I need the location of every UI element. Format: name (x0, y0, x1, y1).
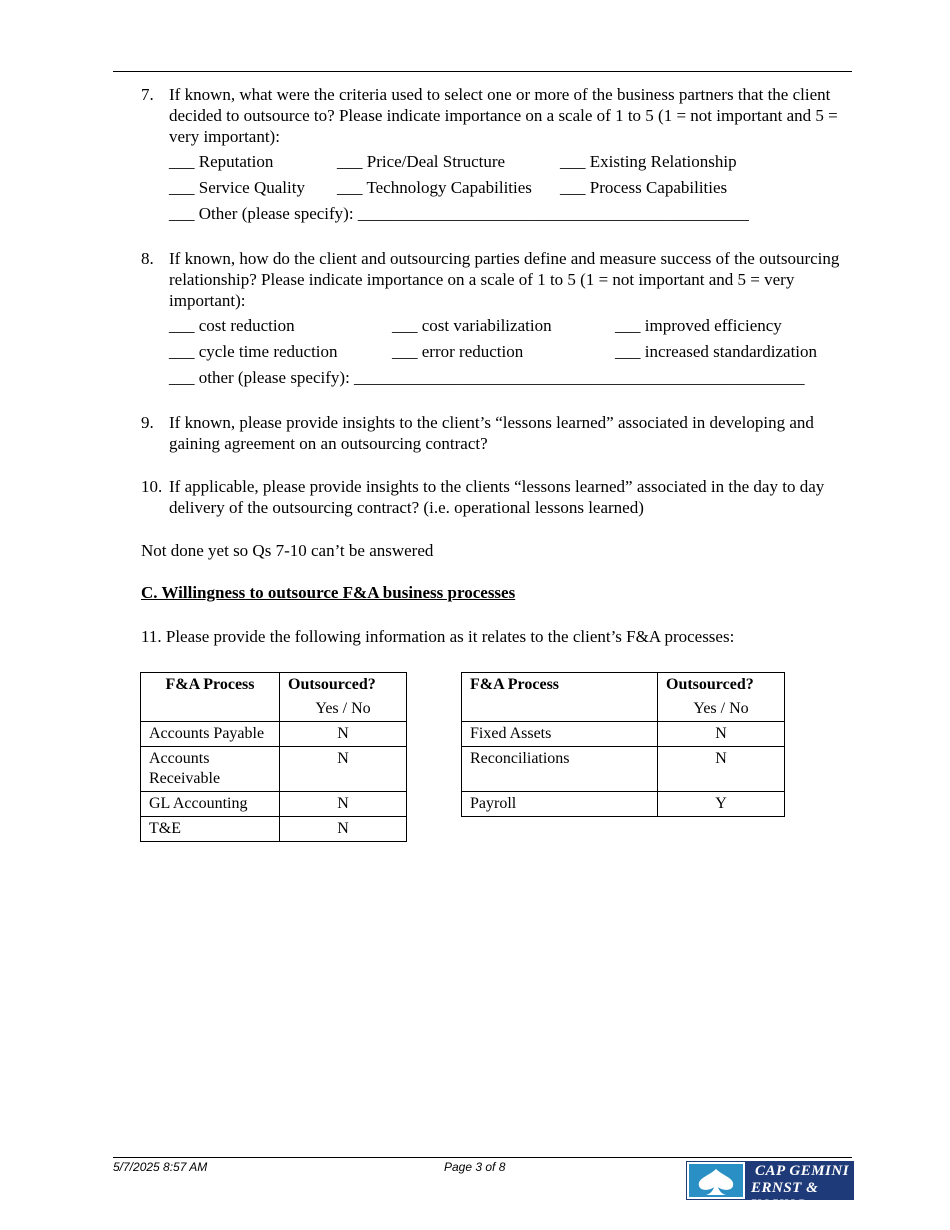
question-number: 7. (141, 85, 154, 104)
outsourced-value: N (280, 747, 407, 792)
question-7 (141, 84, 856, 227)
header-process: F&A Process (141, 673, 280, 722)
logo-text-line1: CAP GEMINI (755, 1163, 850, 1179)
option-service-quality: ___ Service Quality (169, 178, 305, 197)
table-header-row (141, 673, 407, 722)
outsourced-value: N (658, 747, 785, 792)
option-other: ___ other (please specify): _____________________________________________________ (169, 368, 805, 387)
question-text: If known, please provide insights to the client’s “lessons learned” associated in developing and gaining agreement on an outsourcing contract? (169, 413, 814, 453)
success-options (169, 313, 856, 391)
section-heading: C. Willingness to outsource F&A business processes (141, 583, 516, 602)
option-increased-standardization: ___ increased standardization (615, 342, 818, 361)
question-text: If known, what were the criteria used to select one or more of the business partners that the client decided to outsource to? Please indicate importance on a scale of 1 to 5 (1 = not important and 5 = very important): (169, 85, 838, 146)
option-reputation: ___ Reputation (169, 152, 274, 171)
question-10 (141, 476, 856, 518)
criteria-options (169, 149, 856, 227)
process-name: Payroll (462, 792, 658, 817)
question-number: 10. (141, 477, 163, 496)
table-header-row (462, 673, 785, 722)
table-row (462, 747, 785, 792)
table-row (462, 792, 785, 817)
header-yes-no: Yes / No (315, 700, 371, 717)
status-note: Not done yet so Qs 7-10 can’t be answered (141, 541, 434, 560)
question-11: 11. Please provide the following information as it relates to the client’s F&A processes: (141, 627, 735, 646)
fa-process-table-right (461, 672, 785, 817)
option-other: ___ Other (please specify): ______________________________________________ (169, 204, 749, 223)
footer-date: 5/7/2025 8:57 AM (113, 1160, 208, 1174)
process-name: T&E (141, 817, 280, 842)
header-outsourced-label: Outsourced? (666, 676, 754, 693)
table-row (141, 792, 407, 817)
process-name: Accounts Receivable (141, 747, 280, 792)
table-row (141, 747, 407, 792)
header-rule (113, 71, 852, 72)
header-outsourced (658, 673, 785, 722)
question-8 (141, 248, 856, 391)
option-cycle-time-reduction: ___ cycle time reduction (169, 342, 338, 361)
footer-page-number: Page 3 of 8 (444, 1160, 506, 1174)
outsourced-value: N (280, 792, 407, 817)
question-number: 8. (141, 249, 154, 268)
option-technology-capabilities: ___ Technology Capabilities (337, 178, 532, 197)
question-number: 9. (141, 413, 154, 432)
question-text: If applicable, please provide insights to the clients “lessons learned” associated in the day to day delivery of the outsourcing contract? (i.e. operational lessons learned) (169, 477, 825, 517)
process-name: Reconciliations (462, 747, 658, 792)
outsourced-value: N (280, 817, 407, 842)
option-price-deal-structure: ___ Price/Deal Structure (337, 152, 506, 171)
outsourced-value: N (280, 722, 407, 747)
company-logo (686, 1161, 854, 1213)
question-9 (141, 412, 856, 454)
table-row (462, 722, 785, 747)
outsourced-value: N (658, 722, 785, 747)
outsourced-value: Y (658, 792, 785, 817)
process-name: Fixed Assets (462, 722, 658, 747)
header-process: F&A Process (462, 673, 658, 722)
header-outsourced (280, 673, 407, 722)
spade-icon (689, 1164, 743, 1197)
option-improved-efficiency: ___ improved efficiency (615, 316, 782, 335)
header-outsourced-label: Outsourced? (288, 676, 376, 693)
option-process-capabilities: ___ Process Capabilities (560, 178, 728, 197)
question-text: If known, how do the client and outsourcing parties define and measure success of the outsourcing relationship? Please indicate importance on a scale of 1 to 5 (1 = not important and 5 = very important): (169, 249, 840, 310)
table-row (141, 817, 407, 842)
option-existing-relationship: ___ Existing Relationship (560, 152, 737, 171)
header-yes-no: Yes / No (693, 700, 749, 717)
spade-icon-graphic (689, 1164, 743, 1197)
table-row (141, 722, 407, 747)
option-error-reduction: ___ error reduction (392, 342, 524, 361)
process-name: Accounts Payable (141, 722, 280, 747)
footer-rule (113, 1157, 852, 1158)
option-cost-reduction: ___ cost reduction (169, 316, 295, 335)
process-name: GL Accounting (141, 792, 280, 817)
option-cost-variabilization: ___ cost variabilization (392, 316, 552, 335)
fa-process-table-left (140, 672, 407, 842)
logo-text-line2: ERNST & YOUNG (751, 1180, 819, 1213)
